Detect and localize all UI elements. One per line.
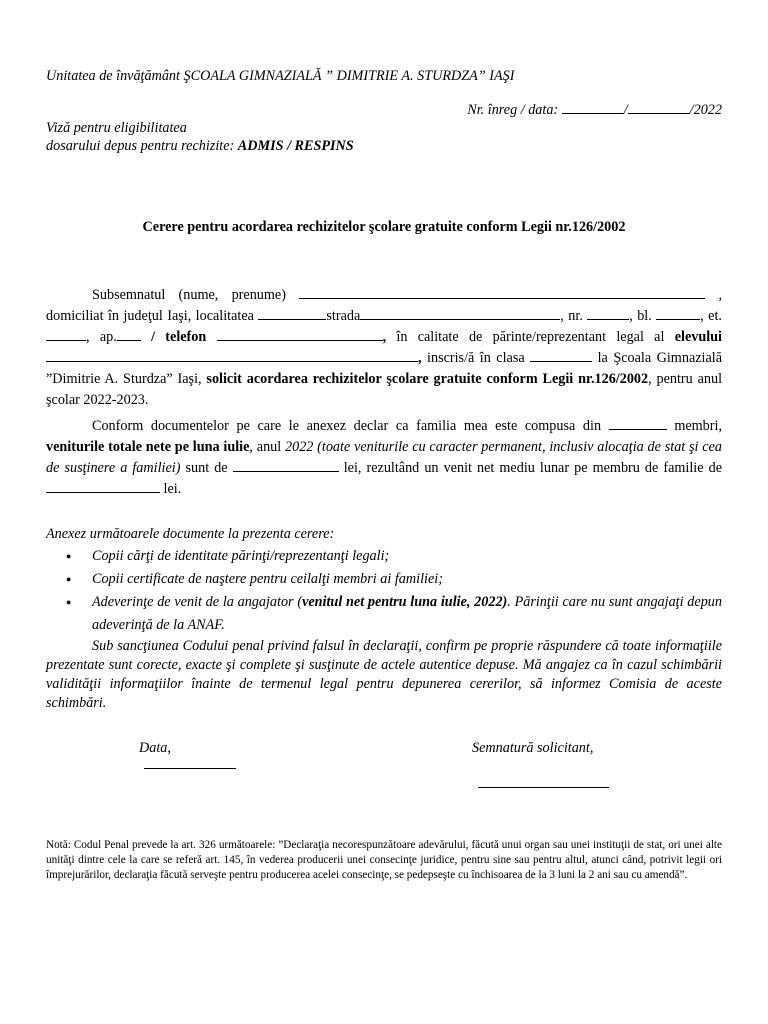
request-text: la Şcoala Gimnazială ”Dimitrie A. Sturdza” Iaşi, [46,350,723,387]
legal-footnote-text: Notă: Codul Penal prevede la art. 326 următoarele: ”Declaraţia necorespunzătoare adevărului, făcută unui organ sau unei instituţii de stat, ori unei alte unităţi dintre cele la care se referă art. 145, în vederea producerii unei consecinţe juridice, pentru sine sau pentru altul, atunci când, potrivit legii ori împrejurărilor, declaraţia făcută serveşte pentru producerea acelei consecinţe, se pedepseşte cu închisoarea de la 3 luni la 2 ani sau cu amendă”. [46,839,722,881]
request-text: inscris/ă în clasa [427,350,531,366]
phone-label: telefon [165,329,207,345]
income-text: sunt de [180,460,233,476]
request-text: / [140,329,166,345]
annex-list [60,545,722,637]
annex-item-text: Copii certificate de naştere pentru ceilalţi membri ai familiei; [92,571,443,587]
student-name-field[interactable] [46,349,418,362]
student-label: elevului [674,329,722,345]
registration-number-blank[interactable] [562,101,624,114]
total-income-field[interactable] [233,459,339,472]
income-text: , anul [249,439,285,455]
request-text: , ap. [86,329,117,345]
visa-line-2-label: dosarului depus pentru rechizite: [46,138,238,154]
annex-item-birth-certificates [60,568,722,591]
visa-status: ADMIS / RESPINS [237,138,354,154]
request-text: , pentru anul şcolar 2022-2023. [46,371,723,408]
unit-label: Unitatea de învăţământ [46,68,184,84]
locality-field[interactable] [258,307,326,320]
request-statement: solicit acordarea rechizitelor şcolare gratuite conform Legii nr.126/2002 [206,371,649,387]
income-paragraph [46,416,722,500]
annex-heading: Anexez următoarele documente la prezenta cerere: [46,526,335,542]
eligibility-visa [46,119,354,155]
annex-item-id-copies [60,545,722,568]
street-field[interactable] [360,307,560,320]
legal-footnote [46,838,722,883]
registration-label: Nr. înreg / data: [467,102,562,118]
request-text: domiciliat în judeţul Iaşi, localitatea [46,308,259,324]
income-text: lei. [160,481,182,497]
request-text: , et. [700,308,722,324]
family-members-field[interactable] [609,417,667,430]
income-text: lei, rezultând un venit net mediu lunar pe membru de familie de [338,460,722,476]
request-paragraph [46,285,722,411]
request-text: , [705,287,722,303]
unit-name: ŞCOALA GIMNAZIALĂ ” DIMITRIE A. STURDZA” IAŞI [183,68,515,84]
signature-label: Semnatură solicitant, [472,740,594,756]
income-per-member-field[interactable] [46,480,160,493]
block-field[interactable] [656,307,700,320]
declaration-text: Sub sancţiunea Codului penal privind falsul în declaraţii, confirm pe proprie răspundere că toate informaţiile prezentate sunt corecte, exacte şi complete şi susţinute de actele autentice depuse. Mă angajez ca în cazul schimbării validităţii informaţiilor înainte de termenul legal pentru depunerea cererilor, să informez Comisia de aceste schimbări. [46,638,722,711]
date-label: Data, [139,740,171,756]
registration-year: /2022 [689,102,722,118]
income-text: membri, [666,418,722,434]
registration-date-blank[interactable] [628,101,690,114]
visa-line-1: Viză pentru eligibilitatea [46,120,187,136]
request-text [206,329,216,345]
request-text: , bl. [629,308,657,324]
school-unit-line [46,68,514,85]
request-text: în calitate de părinte/reprezentant legal al [386,329,675,345]
visa-line-2 [46,137,354,155]
document-title: Cerere pentru acordarea rechizitelor şcolare gratuite conform Legii nr.126/2002 [142,219,626,235]
income-text: Conform documentelor pe care le anexez declar ca familia mea este compusa din [92,418,609,434]
declaration-paragraph [46,637,722,713]
phone-field[interactable] [217,328,383,341]
floor-field[interactable] [46,328,86,341]
name-field[interactable] [299,286,705,299]
request-text: Subsemnatul (nume, prenume) [92,287,300,303]
registration-line [467,101,722,119]
income-label: veniturile totale nete pe luna iulie [46,439,250,455]
date-line[interactable] [144,768,236,769]
annex-item-income-certificates [60,591,722,637]
request-text: strada [326,308,361,324]
request-text: , nr. [560,308,588,324]
annex-item-text: Copii cărţi de identitate părinţi/reprezentanţi legali; [92,548,390,564]
apartment-field[interactable] [117,328,141,341]
annex-item-emphasis: venitul net pentru luna iulie, 2022) [302,594,508,610]
annex-item-text: Adeverinţe de venit de la angajator ( [92,594,303,610]
annex-item-text: . Părinţii care nu sunt angajaţi depun adeverinţă de la ANAF. [92,594,722,633]
request-text: , [418,350,428,366]
number-field[interactable] [587,307,629,320]
registration-separator: / [623,102,628,118]
request-text: , [382,329,387,345]
class-field[interactable] [530,349,592,362]
signature-line[interactable] [478,787,609,788]
income-note: 2022 (toate veniturile cu caracter permanent, inclusiv alocaţia de stat şi cea de susţinere a familiei) [46,439,722,476]
